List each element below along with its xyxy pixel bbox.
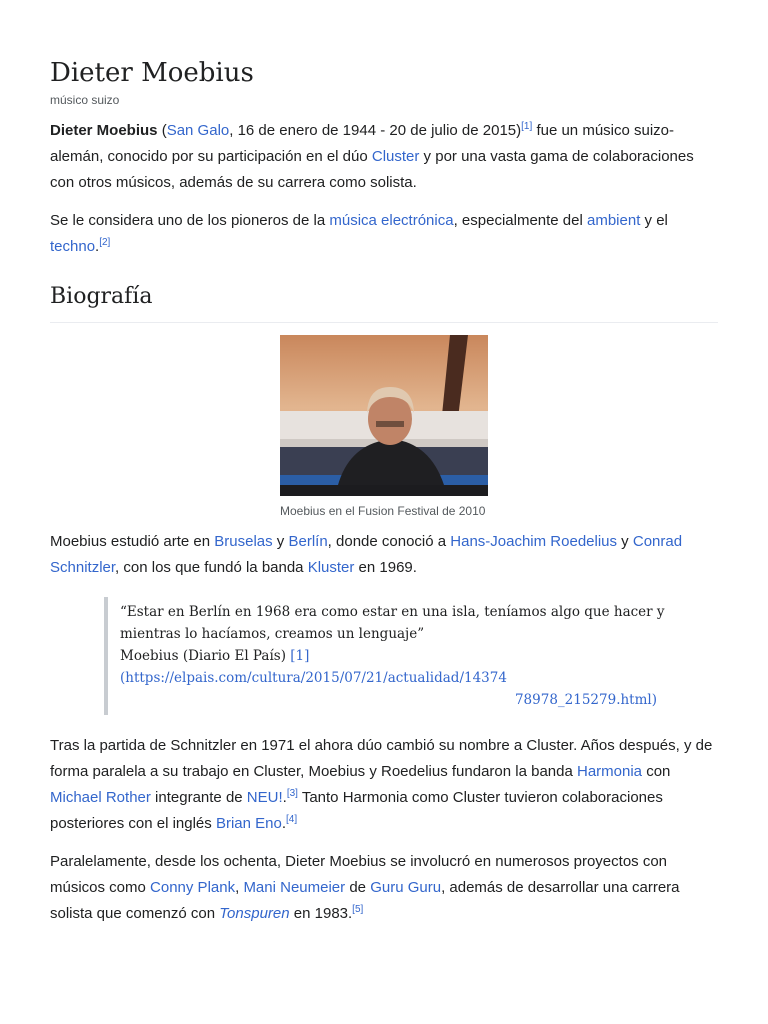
ref-3-link[interactable]: [3] [286,788,298,799]
bio-text: Tanto Harmonia como Cluster tuvieron colaboraciones posteriores con el inglés [50,789,663,832]
bio-paragraph-2 [50,733,718,837]
link-cluster[interactable]: Cluster [371,148,420,165]
link-berlin[interactable]: Berlín [288,533,328,550]
quote-citation [120,645,665,711]
bio-paragraph-1 [50,529,718,581]
link-mani-neumeier[interactable]: Mani Neumeier [243,879,346,896]
bio-text: en 1969. [354,559,417,576]
bio-text: de [345,879,371,896]
bio-text: Moebius estudió arte en [50,533,215,550]
section-heading-biografia: Biografía [50,282,718,323]
article [50,56,718,939]
link-neu[interactable]: NEU! [246,789,283,806]
bio-text: , [235,879,244,896]
pioneer-text: , especialmente del [453,212,587,229]
link-guru-guru[interactable]: Guru Guru [370,879,442,896]
page-title: Dieter Moebius [50,58,254,88]
bio-text: Paralelamente, desde los ochenta, Dieter Moebius se involucró en numerosos proyectos con músicos como [50,853,668,896]
figure [280,335,488,521]
figure-caption: Moebius en el Fusion Festival de 2010 [280,504,486,518]
ref-4-link[interactable]: [4] [285,814,298,825]
intro-text: fue un músico suizo-alemán, conocido por su participación en el dúo [50,122,675,165]
link-kluster[interactable]: Kluster [307,559,355,576]
bio-text: y [272,533,289,550]
link-san-galo[interactable]: San Galo [166,122,230,139]
ref-5-link[interactable]: [5] [352,904,364,915]
ref-1-link[interactable]: [1] [521,121,533,132]
quote-url-link[interactable]: (https://elpais.com/cultura/2015/07/21/actualidad/14374 [120,670,507,686]
bio-text: en 1983. [289,905,353,922]
link-schnitzler[interactable]: Conrad Schnitzler [50,533,683,576]
pioneer-text: y el [640,212,668,229]
link-michael-rother[interactable]: Michael Rother [50,789,151,806]
bio-text: integrante de [150,789,247,806]
pioneer-text: Se le considera uno de los pioneros de la [50,212,330,229]
bio-text: Tras la partida de Schnitzler en 1971 el ahora dúo cambió su nombre a Cluster. Años después, y de forma paralela a su trabajo en Cluster, Moebius y Roedelius fundaron la banda [50,737,713,780]
intro-text: ( [157,122,167,139]
bio-text: , con los que fundó la banda [115,559,308,576]
link-musica-electronica[interactable]: música electrónica [329,212,454,229]
bio-text: y [617,533,633,550]
link-techno[interactable]: techno [50,238,96,255]
quote-block [104,597,665,715]
intro-paragraph [50,118,718,196]
ref-2-link[interactable]: [2] [99,237,111,248]
bio-text: con [642,763,671,780]
quote-url-link-continued[interactable]: 78978_215279.html) [514,692,657,708]
link-conny-plank[interactable]: Conny Plank [150,879,236,896]
link-roedelius[interactable]: Hans-Joachim Roedelius [450,533,618,550]
bio-text: , además de desarrollar una carrera solista que comenzó con [50,879,680,922]
quote-author: Moebius (Diario El País) [120,648,291,664]
quote-text: “Estar en Berlín en 1968 era como estar en una isla, teníamos algo que hacer y mientras lo hacíamos, creamos un lenguaje” [120,604,665,642]
bio-text: . [281,815,286,832]
bio-paragraph-3 [50,849,718,927]
link-bruselas[interactable]: Bruselas [214,533,273,550]
pioneer-text: . [95,238,100,255]
link-brian-eno[interactable]: Brian Eno [215,815,282,832]
bio-text: , donde conoció a [327,533,451,550]
link-ambient[interactable]: ambient [587,212,641,229]
page-subtitle: músico suizo [50,93,120,107]
link-tonspuren[interactable] [219,905,289,922]
bio-text: . [282,789,287,806]
pioneer-paragraph [50,208,718,260]
quote-ref-link[interactable]: [1] [290,648,310,664]
subject-name: Dieter Moebius [50,122,158,139]
intro-text: y por una vasta gama de colaboraciones con otros músicos, además de su carrera como solista. [50,148,694,191]
intro-dates: , 16 de enero de 1944 - 20 de julio de 2015) [229,122,522,139]
moebius-photo[interactable] [280,335,488,496]
tonspuren-title: Tonspuren [219,905,290,922]
link-harmonia[interactable]: Harmonia [577,763,643,780]
